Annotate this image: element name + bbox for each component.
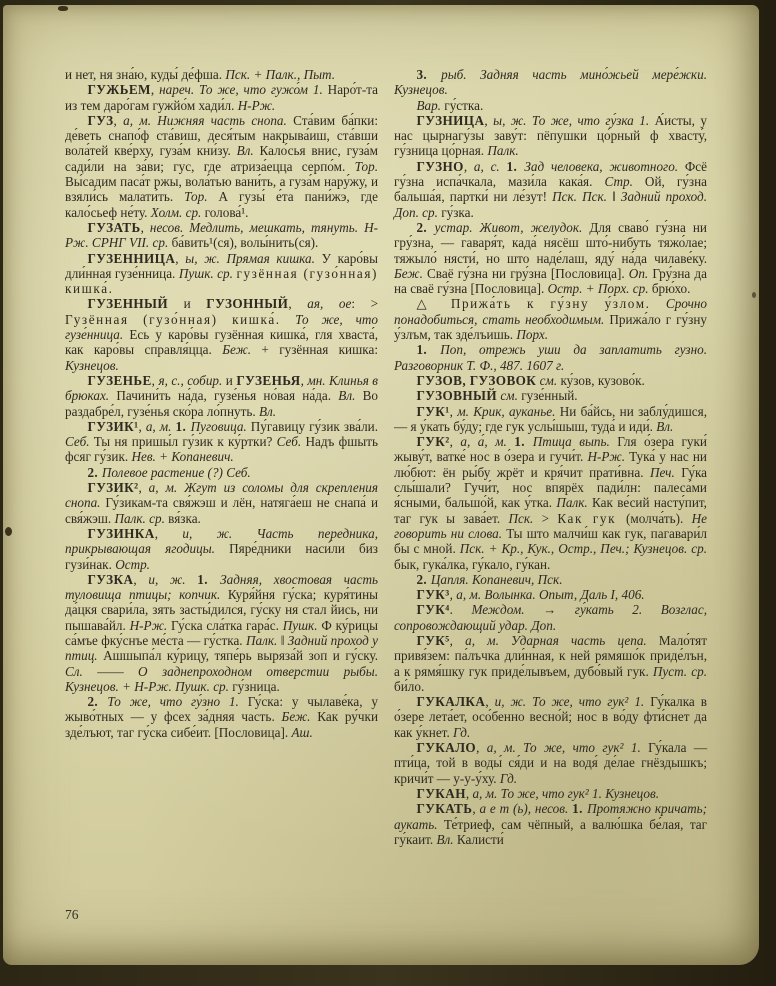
entry-paragraph [394, 98, 707, 113]
text-segment: устар. Живот, желудок. [434, 219, 590, 235]
text-segment: Пушк. ср. [178, 265, 237, 281]
text-segment: 1. [506, 158, 525, 174]
text-segment: ГУЗИНКА [87, 525, 155, 541]
text-segment: ГУКАТЬ [416, 801, 473, 817]
text-segment: ГУЗОННЫЙ [206, 296, 289, 312]
entry-paragraph [394, 587, 707, 602]
text-segment: Во раздабре́л, гузе́нья ско́ра ло́пнуть. [65, 388, 379, 419]
text-segment: Гу́зикам-та свя́жэш и лён, натяга́еш не снапа́ и свя́жэш. [65, 495, 378, 526]
text-segment: и, ж. Часть передника, прикрывающая ягодицы. [65, 525, 378, 557]
text-segment: , [465, 785, 473, 801]
text-segment: , [151, 372, 159, 388]
text-segment: Задний проход у птиц. [65, 632, 379, 664]
text-segment: А гузы́ е́та пани́жэ, где кало́сьеф не́ту. [65, 189, 378, 220]
text-segment: Кало́сья внис, гуза́м сади́ли на за́ви; гус, где атриза́ецца серпо́м. [65, 143, 379, 174]
text-segment: Полевое растение (?) [101, 464, 227, 480]
text-segment: голова́¹. [204, 204, 249, 220]
text-segment: Птица выпь. [532, 434, 618, 450]
text-segment: ГУЗКА [87, 571, 134, 587]
text-segment: Задний проход. [620, 189, 708, 205]
text-segment: Вл. [338, 388, 363, 404]
text-segment: Зад человека, животного. [524, 158, 685, 174]
text-segment: а, м. Ударная часть цепа. [465, 632, 659, 648]
text-segment: несов. Медлить, мешкать, тянуть. [149, 219, 365, 235]
text-segment: , [138, 418, 146, 434]
text-segment: Калисти́ [456, 831, 504, 847]
entry-paragraph [65, 82, 378, 113]
text-segment: Тука́ у нас ни лю́бют: ён ры́бу жрёт и кря́чит прати́вна. [394, 449, 707, 480]
text-segment: 1. [416, 342, 441, 358]
text-segment: Гру́зна да на сваё гу́зна [Пословица]. [394, 265, 707, 297]
text-segment: Вы́садим паса́т ржы, вола́тью вани́ть, а гуза́м нару́жу, и взяли́сь малати́ть. [65, 174, 378, 205]
text-segment: Вар. [416, 97, 445, 113]
text-segment: Гд. [499, 770, 518, 786]
text-segment: △ [416, 296, 451, 312]
text-segment: ГУЗИК² [87, 480, 139, 496]
entry-paragraph [65, 480, 378, 526]
text-segment: + гузённая кишка: [251, 342, 378, 358]
text-segment: Кузнецов. + Н-Рж. Пушк. ср. [65, 678, 233, 694]
text-segment: Кузнецов. [605, 785, 660, 801]
text-segment: 1. [175, 418, 191, 434]
page-number: 76 [65, 907, 79, 922]
text-segment: Пушк. [282, 617, 322, 633]
text-segment: Беж. [281, 709, 318, 725]
entry-paragraph [65, 465, 378, 480]
text-segment: Гд. [453, 724, 471, 740]
text-segment: Пу́гавицу гу́зик зва́ли. [250, 418, 378, 434]
text-segment: , [113, 112, 124, 128]
text-segment: я, с., собир. [158, 372, 223, 388]
entry-paragraph [65, 113, 378, 220]
text-segment: вя́зка. [168, 510, 201, 526]
text-segment: —— [97, 663, 139, 679]
text-segment: > [541, 510, 558, 526]
text-segment: , [463, 158, 474, 174]
entry-paragraph [65, 251, 378, 297]
text-segment: , [154, 525, 183, 541]
entry-paragraph [65, 220, 378, 251]
text-segment: ГУК¹ [416, 403, 450, 419]
text-segment: Ста́вим ба́пки: де́веть снапо́ф ста́виш, деся́тым накрыва́иш, ста́вши вола́тей кве́рху, гуза́м кни́зу. [65, 112, 378, 159]
text-segment: Есь у каро́вы гузённая кишка́, гля хваста́, как каро́вы справля́цца. [65, 327, 378, 358]
text-segment: Беж. [222, 342, 252, 358]
text-segment: О заднепроходном отверстии рыбы. [138, 663, 378, 679]
text-segment: Гу́ка слы́шали? Гучи́т, нос впярёх пади́лн: палеса́ми я́сными, бальшо́й, как у́тка. [394, 464, 708, 511]
text-segment: ГУЗИК¹ [87, 418, 139, 434]
text-segment: Ашшыпа́л ку́рицу, тяпе́рь выряза́й зоп и гу́ску. [103, 648, 379, 664]
text-segment: Наро́т-та из тем даро́гам гужйо́м хади́л. [65, 82, 378, 113]
text-segment: гузённая (гузо́нная) кишка́. [65, 265, 378, 297]
text-segment: ы, ж. Прямая кишка. [185, 250, 322, 266]
text-segment: То же, что гу́зно 1. [107, 694, 248, 710]
text-segment: а, с. [473, 158, 507, 174]
text-segment: гу́зка. [441, 204, 474, 220]
text-segment: ГУКАЛКА [416, 694, 486, 710]
text-segment: Сл. [65, 663, 98, 679]
text-segment: Надъ фшыть фсяг гу́зик. [65, 434, 378, 465]
text-segment: Палк. [556, 495, 593, 511]
text-segment: Пуговица. [190, 418, 251, 434]
text-segment: Тор. [184, 189, 219, 205]
text-segment: Порх. [516, 327, 548, 343]
text-segment: ГУЗАТЬ [87, 219, 141, 235]
text-segment: Опыт, Даль I, 406. [539, 587, 645, 603]
text-segment: Тор. [354, 158, 378, 174]
text-segment: , [449, 587, 457, 603]
column-right [394, 67, 707, 847]
entry-paragraph [394, 572, 707, 587]
text-segment: Те́триеф, сам чёпный, а валю́шка бе́лая, таг гу́каит. [394, 816, 707, 847]
text-segment: а, а́, м. [460, 434, 515, 450]
text-segment: Вл. [656, 418, 674, 434]
text-segment: , [485, 694, 495, 710]
text-segment: Печ. [649, 464, 682, 480]
text-segment: , [449, 403, 458, 419]
text-segment: Беж. [394, 265, 428, 281]
text-segment: Аш. [291, 724, 313, 740]
text-segment: Пск. [508, 510, 542, 526]
text-segment: Задняя, хвостовая часть туловища птицы; копчик. [65, 571, 379, 603]
entry-paragraph [394, 388, 707, 403]
entry-paragraph [394, 404, 707, 435]
text-segment: Себ. [276, 434, 306, 450]
text-segment: 2. [87, 464, 102, 480]
text-segment: Вл. [259, 403, 277, 419]
text-segment: а, м. Нижняя часть снопа. [123, 112, 294, 128]
text-segment: Пяре́дники наси́ли биз гузи́нак. [65, 541, 379, 572]
entry-paragraph [394, 220, 707, 296]
text-segment: Кузнецов. [65, 357, 119, 373]
text-segment: Себ. [65, 434, 94, 450]
text-segment: гу́стка. [444, 97, 484, 113]
entry-paragraph [65, 419, 378, 465]
text-segment: Пск. + Палк., Пыт. [225, 67, 336, 82]
text-segment: , [133, 571, 149, 587]
text-segment: Доп. [531, 617, 557, 633]
text-segment: Гу́ска: у чылаве́ка, у жыво́тных — у фсех за́дняя часть. [65, 694, 378, 725]
text-segment: Ты што малчи́ш как гук, пагавари́л бы с мной. [394, 525, 707, 557]
text-segment: а, м. Жгут из соломы для скрепления снопа. [65, 480, 378, 511]
text-segment: , [138, 480, 149, 496]
text-segment: У каро́вы дли́нная гузе́нница. [65, 250, 378, 281]
text-segment: , [472, 801, 480, 817]
text-segment: Копаневич, Пск. [472, 571, 563, 587]
text-segment: Палк. [487, 143, 519, 159]
entry-paragraph [394, 740, 707, 786]
text-segment: брю́хо. [651, 281, 691, 297]
entry-paragraph [394, 434, 707, 572]
text-segment: Палк. [245, 632, 281, 648]
text-segment: ГУЗЕНЬЕ [87, 372, 152, 388]
text-segment: Палк. ср. [114, 510, 169, 526]
text-segment: гузе́нный. [521, 388, 578, 404]
entry-paragraph [394, 633, 707, 694]
text-segment: Цапля. [430, 571, 473, 587]
text-segment: Гля о́зера гуки́ жыву́т, ватке́ нос в о́зера и гучи́т. [394, 434, 707, 465]
entry-paragraph [394, 67, 707, 98]
text-segment: Не говорить ни слова. [394, 510, 707, 541]
text-segment: ы, ж. То же, что гу́зка 1. [493, 112, 655, 128]
text-segment: ГУЗЕННИЦА [87, 250, 176, 266]
text-segment: 1. [197, 571, 221, 587]
text-segment: ку́зов, кузово́к. [560, 372, 645, 388]
text-segment: а е т (ь), несов. [479, 801, 573, 817]
text-segment: Разговорник Т. Ф., 487. 1607 г. [394, 357, 565, 373]
text-segment: 2. [416, 219, 435, 235]
text-segment: Прижа́ло г гу́зну у́злъм, так зде́лъишь. [394, 311, 707, 343]
text-segment: ГУЗОВНЫЙ [416, 388, 498, 404]
text-segment: Срочно понадобиться, стать необходимым. [394, 296, 707, 327]
entry-paragraph [65, 526, 378, 572]
text-segment: Пск. + Кр., Кук., Остр., Печ.; Кузнецов. ср. [459, 541, 707, 557]
text-segment: , [175, 250, 186, 266]
entry-paragraph [394, 694, 707, 740]
text-segment: Оп. [628, 265, 653, 281]
text-segment: , [449, 632, 466, 648]
text-segment: Остр. [115, 556, 150, 572]
text-segment: Прижа́ть к гу́зну у́злом. [450, 296, 666, 312]
text-segment: ‖ [612, 189, 621, 205]
text-segment: ГУЗНИЦА [416, 112, 485, 128]
text-segment: 2. [416, 571, 431, 587]
text-segment: (молча́ть). [625, 510, 692, 526]
text-segment: ГУКАЛО [416, 740, 477, 756]
scan-speck [752, 292, 756, 298]
text-segment: см. [497, 388, 522, 404]
text-segment: А́исты, у нас цырнагу́зы заву́т: пёпушки цо́рный ф хвасту́, гу́зница цо́рная. [394, 112, 708, 159]
text-segment: Пуст. ср. [652, 663, 707, 679]
text-segment: , [484, 112, 494, 128]
text-segment: 3. [416, 67, 442, 82]
entry-paragraph [65, 373, 378, 419]
entry-paragraph [65, 67, 378, 82]
entry-paragraph [65, 296, 378, 372]
text-segment: 1. [572, 801, 588, 817]
text-segment: ГУЗ [87, 112, 114, 128]
text-segment: Куря́йня гу́ска; куря́тины да́цкя свари́ла, зять засты́дился, гу́ску ня стал йись, ни пышава́йл. [65, 587, 378, 633]
text-segment: ба́вить¹(ся), волы́нить(ся). [171, 235, 319, 251]
text-segment: . [449, 602, 472, 618]
text-segment: ГУК⁵ [416, 632, 450, 648]
text-segment: Ни ба́йсь, ни заблу́дишся, — я у́кать бу́ду; где гук услы́шыш, туда́ и иди́. [394, 403, 708, 434]
text-segment: Сваё гу́зна ни гру́зна [Пословица]. [427, 265, 629, 281]
text-segment: ГУЗЕННЫЙ [87, 296, 169, 312]
entry-paragraph [394, 801, 707, 847]
text-segment: би́ло. [394, 678, 425, 694]
text-segment: ГУК⁴ [416, 602, 450, 618]
text-segment: ГУКАН [416, 785, 466, 801]
dictionary-page [3, 5, 759, 965]
text-segment: ГУЗЕНЬЯ [236, 372, 301, 388]
text-segment: а, м. Волынка. [456, 587, 539, 603]
text-segment: Себ. [226, 464, 251, 480]
text-segment: : > [351, 296, 379, 312]
text-segment: Н-Рж. [587, 449, 630, 465]
text-segment: , [150, 82, 160, 98]
entry-paragraph [394, 786, 707, 801]
entry-paragraph [65, 694, 378, 740]
text-segment: , [288, 296, 308, 312]
text-segment: Гузённая (гузо́нная) кишка́. [65, 311, 296, 327]
text-segment: и, ж. То же, что гук² 1. [494, 694, 651, 710]
text-segment: Гу́ска сла́тка гара́с. [170, 617, 283, 633]
scan-speck [5, 527, 12, 536]
text-segment: Остр. + Порх. ср. [547, 281, 652, 297]
text-segment: Междом. → гу́кать 2. Возглас, сопровождающий удар. [394, 602, 707, 633]
text-segment: Как гук [557, 510, 626, 526]
text-segment: Ой, гу́зна бальша́я, партки́ ни ле́зут! [394, 174, 707, 205]
text-segment: и [168, 296, 207, 312]
text-segment: а, м. [145, 418, 176, 434]
text-segment: ГУЗНО [416, 158, 464, 174]
text-segment: Стр. [604, 174, 645, 190]
entry-paragraph [394, 602, 707, 633]
entry-paragraph [394, 373, 707, 388]
text-segment: ГУЗОВ, ГУЗОВОК [416, 372, 537, 388]
text-segment: ‖ [280, 632, 288, 648]
text-segment: Для сваво́ гу́зна ни гру́зна, — гаваря́т, када́ нясёш што́-нибуть тяжо́лае; тяжыло́ нясти́, но што наде́лаш, яду́ на́да чилаве́ку. [394, 219, 707, 266]
text-segment: Мало́тят привя́зем: па́лъчка дли́нная, к ней рямяшо́к приде́лън, а к рямя́шку гук приде́лывъем, дубо́вый гук. [394, 632, 708, 679]
text-segment: Гу́кала — пти́ца, той в воды́ ся́ди и на водя́ де́лае гнёздышкъ; кричи́т — у-у-у́ху. [394, 740, 708, 786]
text-segment: нареч. То же, что гужо́м 1. [159, 82, 328, 98]
text-segment: , [300, 372, 308, 388]
text-segment: мн. Клинья в брюках. [65, 372, 379, 404]
text-segment: бык, гука́лка, гу́кало, гу́кан. [394, 556, 551, 572]
entry-paragraph [394, 342, 707, 373]
text-segment: Протяжно кричать; аукать. [394, 801, 707, 832]
entry-paragraph [394, 159, 707, 220]
text-segment: Как ру́чки зде́лъют, таг гу́ска сибе́ит. [Пословица]. [65, 709, 379, 740]
text-segment: ГУК² [416, 434, 450, 450]
text-segment: и нет, ня зна́ю, куды́ де́фша. [65, 67, 226, 82]
text-segment: Кузнецов. [394, 82, 448, 98]
column-left [65, 67, 378, 847]
text-segment: ГУК³ [416, 587, 450, 603]
text-segment: см. [536, 372, 561, 388]
text-segment: Доп. ср. [394, 204, 442, 220]
text-segment: , [140, 219, 150, 235]
text-segment: а, м. То же, что гук² 1. [486, 740, 649, 756]
text-segment: Н-Рж. [237, 97, 276, 113]
text-segment: Поп, отрежь уши да заплатить гузно. [440, 342, 707, 358]
entry-paragraph [394, 296, 707, 342]
text-segment: Холм. ср. [150, 204, 205, 220]
text-segment: Ф ку́рицы са́мъе фку́снъе ме́ста — гу́стка. [65, 617, 378, 648]
text-segment: Нев. + Копаневич. [131, 449, 234, 465]
text-segment: , [449, 434, 461, 450]
scan-speck [58, 6, 68, 11]
text-segment: ая, ое [307, 296, 352, 312]
text-segment: Фсё гу́зна испа́чкала, мази́ла кака́я. [394, 158, 708, 190]
text-segment: м. Крик, ауканье. [457, 403, 560, 419]
text-columns [65, 67, 707, 847]
text-segment: , [476, 740, 487, 756]
text-segment: и [222, 372, 237, 388]
text-segment: Вл. [236, 143, 260, 159]
text-segment: Н-Рж. [129, 617, 171, 633]
text-segment: Ты ня пришы́л гу́зик к ку́ртки? [93, 434, 277, 450]
text-segment: 2. [87, 694, 108, 710]
text-segment: Пачини́ть на́да, гузе́нья но́вая на́да. [116, 388, 339, 404]
text-segment: и, ж. [148, 571, 198, 587]
text-segment: Как ве́сий насту́пит, таг гук ы зава́ет. [394, 495, 707, 526]
text-segment: рыб. Задняя часть мино́жьей мере́жки. [441, 67, 707, 82]
text-segment: Вл. [436, 831, 457, 847]
text-segment: 1. [514, 434, 533, 450]
text-segment: Пск. Пск. [552, 189, 613, 205]
text-segment: Гу́калка в о́зере лета́ет, осо́бенно весно́й; нос в во́ду фти́снет да как у́кнет. [394, 694, 707, 740]
text-segment: То же, что гузе́нница. [65, 311, 378, 343]
text-segment: Н-Рж. СРНГ VII. ср. [65, 219, 378, 251]
text-segment: гу́зница. [232, 678, 280, 694]
text-segment: а, м. То же, что гук² 1. [472, 785, 606, 801]
text-segment: ГУЖЬЕМ [87, 82, 151, 98]
entry-paragraph [65, 572, 378, 694]
entry-paragraph [394, 113, 707, 159]
